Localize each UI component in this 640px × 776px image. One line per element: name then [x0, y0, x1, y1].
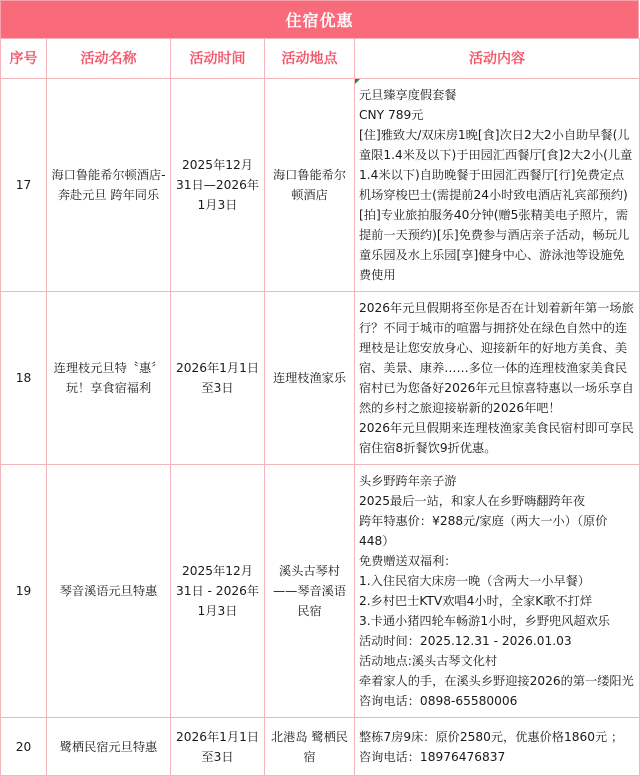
content-line: 牵着家人的手，在溪头乡野迎接2026的第一缕阳光 [359, 674, 634, 688]
cell-time[interactable]: 2026年1月1日至3日 [171, 292, 265, 465]
content-line: 2.乡村巴士KTV欢唱4小时，全家K歌不打烊 [359, 594, 593, 608]
content-line: 咨询电话：18976476837 [359, 749, 506, 764]
cell-time[interactable]: 2026年1月1日至3日 [171, 718, 265, 776]
content-line: 3.卡通小猪四轮车畅游1小时，乡野兜风超欢乐 [359, 614, 610, 628]
cell-place[interactable]: 连理枝渔家乐 [265, 292, 355, 465]
cell-name[interactable]: 鹭栖民宿元旦特惠 [47, 718, 171, 776]
table-row [1, 79, 640, 292]
cell-time[interactable]: 2025年12月31日 - 2026年1月3日 [171, 465, 265, 718]
cell-name[interactable]: 连理枝元旦特〝惠〞玩！享食宿福利 [47, 292, 171, 465]
column-header-index[interactable]: 序号 [1, 39, 47, 79]
header-row [1, 39, 640, 79]
cell-index[interactable]: 19 [1, 465, 47, 718]
column-header-content[interactable]: 活动内容 [355, 39, 640, 79]
column-header-place[interactable]: 活动地点 [265, 39, 355, 79]
lodging-offers-table [0, 38, 640, 776]
cell-index[interactable]: 18 [1, 292, 47, 465]
cell-name[interactable]: 琴音溪语元旦特惠 [47, 465, 171, 718]
content-line: 元旦臻享度假套餐 [359, 88, 457, 102]
content-line: 整栋7房9床：原价2580元，优惠价格1860元 ； [359, 729, 624, 744]
cell-content[interactable] [355, 465, 640, 718]
cell-content[interactable] [355, 79, 640, 292]
content-line: 头乡野跨年亲子游 [359, 474, 457, 488]
content-line: 免费赠送双福利： [359, 554, 457, 568]
table-row [1, 292, 640, 465]
column-header-name[interactable]: 活动名称 [47, 39, 171, 79]
content-line: 活动时间：2025.12.31 - 2026.01.03 [359, 634, 572, 648]
cell-place[interactable]: 溪头古琴村——琴音溪语民宿 [265, 465, 355, 718]
content-line: [住]雅致大/双床房1晚[食]次日2大2小自助早餐(儿童限1.4米及以下)于田园汇西餐厅[食]2大2小(儿童1.4米以下)自助晚餐于田园汇西餐厅[行]免费定点机场穿梭巴士(需提前24小时致电酒店礼宾部预约)[拍]专业旅拍服务40分钟(赠5张精美电子照片，需提前一天预约)[乐]免费参与酒店亲子活动，畅玩儿童乐园及水上乐园[享]健身中心、游泳池等设施免费使用 [359, 128, 633, 282]
content-line: 2025最后一站，和家人在乡野嗨翻跨年夜 [359, 494, 586, 508]
content-line: 活动地点:溪头古琴文化村 [359, 654, 498, 668]
content-line: 咨询电话：0898-65580006 [359, 694, 518, 708]
cell-time[interactable]: 2025年12月31日—2026年1月3日 [171, 79, 265, 292]
content-line: CNY 789元 [359, 108, 424, 122]
cell-index[interactable]: 20 [1, 718, 47, 776]
cell-index[interactable]: 17 [1, 79, 47, 292]
cell-content[interactable] [355, 718, 640, 776]
content-line: 2026年元旦假期将至你是否在计划着新年第一场旅行？不同于城市的喧嚣与拥挤处在绿色自然中的连理枝是让您安放身心、迎接新年的好地方美食、美宿、美景、康养……多位一体的连理枝渔家美食民宿村已为您备好2026年元旦惊喜特惠以一场乐享自然的乡村之旅迎接崭新的2026年吧！ [359, 301, 634, 415]
table-row [1, 718, 640, 776]
content-line: 跨年特惠价：¥288元/家庭（两大一小）（原价448） [359, 514, 608, 548]
content-line: 1.入住民宿大床房一晚（含两大一小早餐） [359, 574, 591, 588]
column-header-time[interactable]: 活动时间 [171, 39, 265, 79]
table-row [1, 465, 640, 718]
cell-content[interactable] [355, 292, 640, 465]
cell-name[interactable]: 海口鲁能希尔顿酒店-奔赴元旦 跨年同乐 [47, 79, 171, 292]
content-line: 2026年元旦假期来连理枝渔家美食民宿村即可享民宿住宿8折餐饮9折优惠。 [359, 421, 634, 455]
cell-place[interactable]: 北港岛 鹭栖民宿 [265, 718, 355, 776]
comment-indicator-icon [355, 79, 360, 84]
cell-place[interactable]: 海口鲁能希尔顿酒店 [265, 79, 355, 292]
table-title: 住宿优惠 [0, 0, 639, 39]
